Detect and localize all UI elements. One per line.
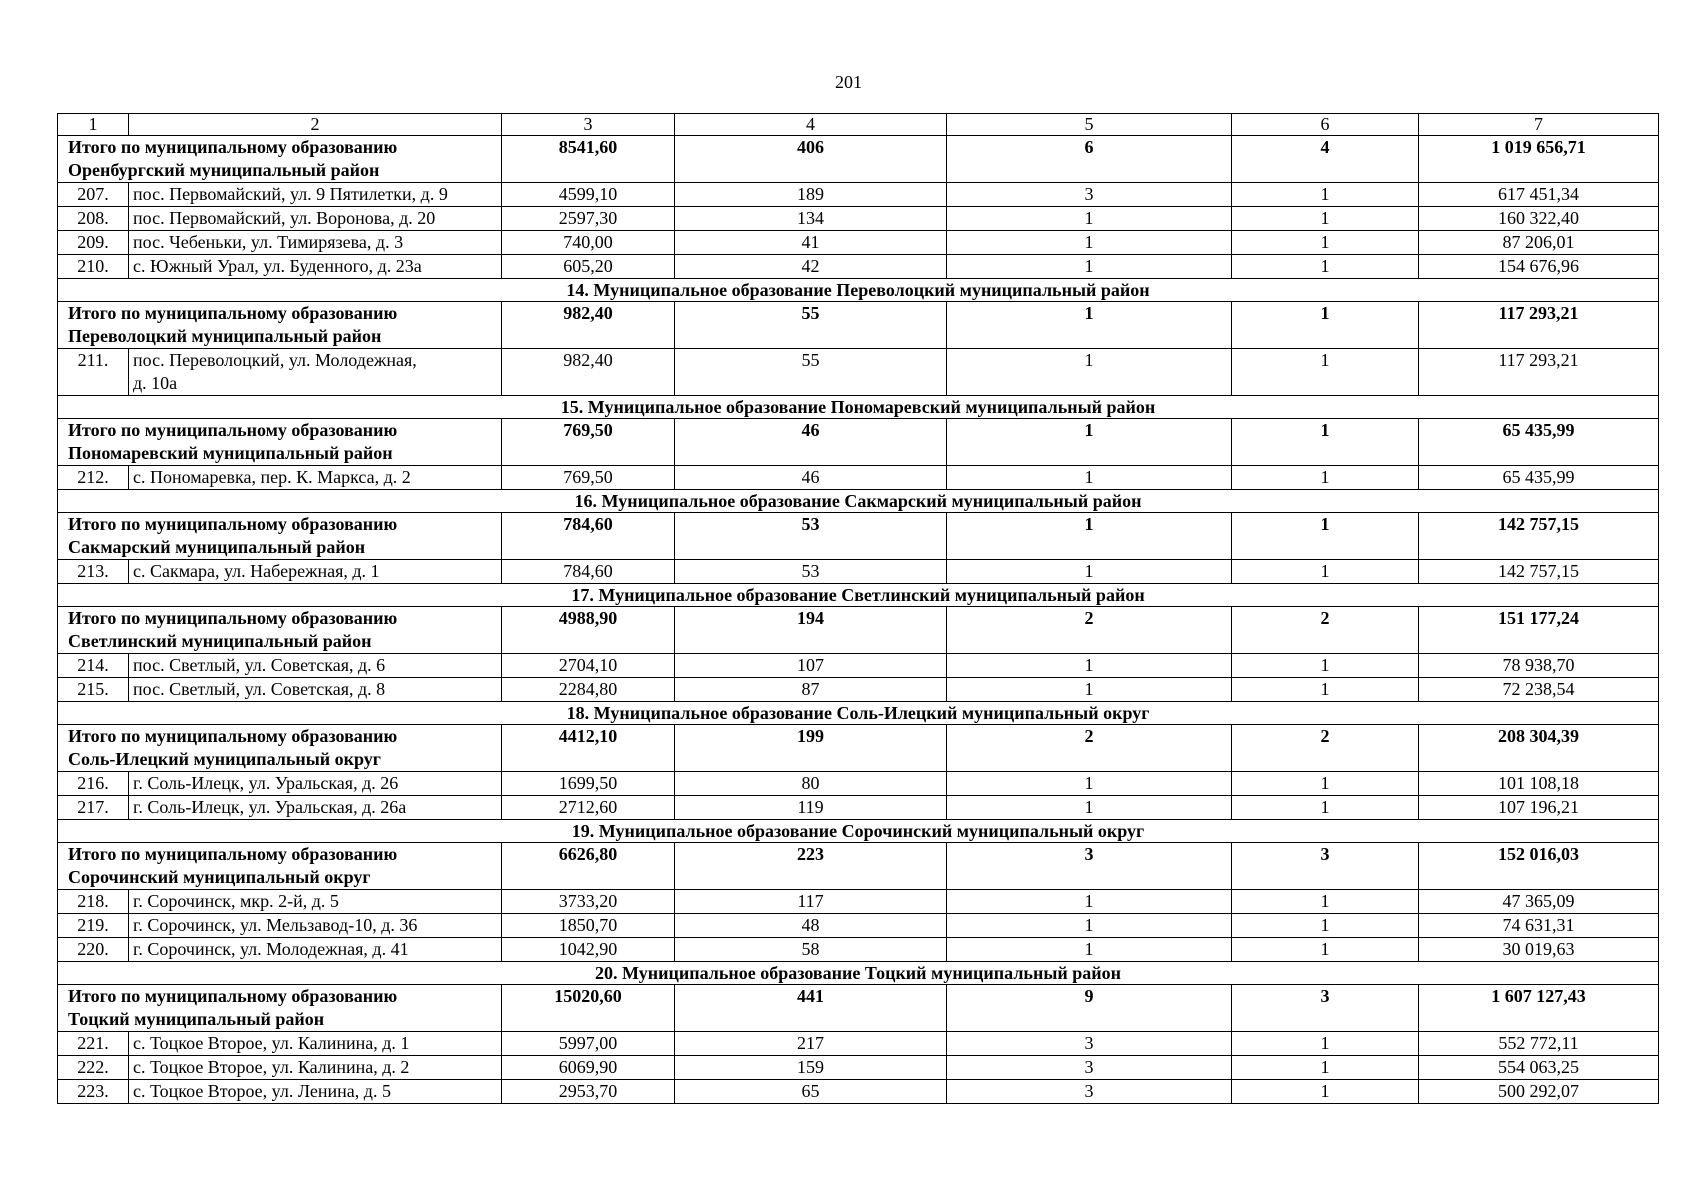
total-value: 65 435,99 [1419,419,1659,466]
row-value: 1 [1232,796,1419,820]
section-title: 15. Муниципальное образование Пономаревский муниципальный район [58,396,1659,419]
column-number: 2 [129,114,502,136]
total-value: 152 016,03 [1419,843,1659,890]
total-value: 1 019 656,71 [1419,136,1659,183]
row-number: 219. [58,914,129,938]
row-number: 212. [58,466,129,490]
row-value: 65 435,99 [1419,466,1659,490]
total-label-line: Сорочинский муниципальный округ [68,867,371,887]
row-value: 1 [947,772,1232,796]
row-value: 1 [1232,183,1419,207]
total-label [58,302,502,349]
total-value: 199 [675,725,947,772]
total-value: 142 757,15 [1419,513,1659,560]
column-number: 6 [1232,114,1419,136]
total-label-line: Пономаревский муниципальный район [68,443,393,463]
row-address [129,1032,502,1056]
row-value: 80 [675,772,947,796]
table-row [58,207,1659,231]
section-title: 14. Муниципальное образование Переволоцкий муниципальный район [58,279,1659,302]
row-value: 217 [675,1032,947,1056]
total-value: 982,40 [502,302,675,349]
total-row [58,136,1659,183]
row-address [129,654,502,678]
row-number: 222. [58,1056,129,1080]
total-label [58,136,502,183]
row-number: 213. [58,560,129,584]
total-row [58,985,1659,1032]
row-value: 1 [947,938,1232,962]
row-value: 87 [675,678,947,702]
row-number: 217. [58,796,129,820]
section-header-row [58,702,1659,725]
row-number: 220. [58,938,129,962]
table-row [58,231,1659,255]
table-row [58,938,1659,962]
total-value: 4412,10 [502,725,675,772]
row-value: 982,40 [502,349,675,396]
total-value: 4 [1232,136,1419,183]
row-value: 1 [1232,560,1419,584]
row-value: 65 [675,1080,947,1104]
address-line: с. Южный Урал, ул. Буденного, д. 23а [133,256,422,276]
row-value: 1042,90 [502,938,675,962]
row-value: 1 [1232,890,1419,914]
total-value: 2 [1232,725,1419,772]
total-label-line: Сакмарский муниципальный район [68,537,366,557]
row-value: 605,20 [502,255,675,279]
row-value: 4599,10 [502,183,675,207]
row-address [129,183,502,207]
row-value: 1 [947,466,1232,490]
table-row [58,890,1659,914]
row-value: 41 [675,231,947,255]
total-row [58,513,1659,560]
housing-table [57,113,1659,1104]
section-header-row [58,490,1659,513]
total-label [58,843,502,890]
row-value: 3 [947,1080,1232,1104]
address-line: пос. Первомайский, ул. Воронова, д. 20 [133,208,436,228]
total-value: 1 [947,419,1232,466]
row-value: 5997,00 [502,1032,675,1056]
row-value: 3 [947,183,1232,207]
page-number: 201 [835,72,862,92]
row-address [129,466,502,490]
row-value: 58 [675,938,947,962]
row-number: 215. [58,678,129,702]
section-header-row [58,279,1659,302]
row-number: 214. [58,654,129,678]
row-value: 154 676,96 [1419,255,1659,279]
address-line: пос. Чебеньки, ул. Тимирязева, д. 3 [133,232,404,252]
row-value: 46 [675,466,947,490]
section-header-row [58,820,1659,843]
row-value: 134 [675,207,947,231]
row-value: 107 196,21 [1419,796,1659,820]
total-label [58,985,502,1032]
total-label-line: Тоцкий муниципальный район [68,1009,325,1029]
row-address [129,772,502,796]
column-number: 1 [58,114,129,136]
row-value: 784,60 [502,560,675,584]
address-line: г. Соль-Илецк, ул. Уральская, д. 26а [133,797,407,817]
row-value: 48 [675,914,947,938]
row-number: 216. [58,772,129,796]
total-value: 441 [675,985,947,1032]
total-label-line: Итого по муниципальному образованию [68,137,398,157]
row-value: 1 [947,654,1232,678]
row-value: 1 [1232,772,1419,796]
total-value: 6 [947,136,1232,183]
total-value: 1 [947,513,1232,560]
row-value: 189 [675,183,947,207]
row-value: 1 [947,678,1232,702]
row-value: 1 [1232,914,1419,938]
row-value: 142 757,15 [1419,560,1659,584]
row-value: 1 [1232,1056,1419,1080]
total-label-line: Итого по муниципальному образованию [68,608,398,628]
row-value: 1 [1232,255,1419,279]
row-value: 1 [947,255,1232,279]
row-number: 221. [58,1032,129,1056]
total-value: 769,50 [502,419,675,466]
column-number: 7 [1419,114,1659,136]
total-value: 208 304,39 [1419,725,1659,772]
row-value: 1 [947,231,1232,255]
total-row [58,843,1659,890]
table-row [58,349,1659,396]
row-address [129,678,502,702]
total-value: 9 [947,985,1232,1032]
total-label-line: Итого по муниципальному образованию [68,726,398,746]
row-value: 1 [947,914,1232,938]
total-value: 223 [675,843,947,890]
row-value: 1 [1232,654,1419,678]
row-value: 6069,90 [502,1056,675,1080]
row-value: 2712,60 [502,796,675,820]
row-value: 2597,30 [502,207,675,231]
row-number: 210. [58,255,129,279]
row-address [129,231,502,255]
row-value: 47 365,09 [1419,890,1659,914]
row-value: 500 292,07 [1419,1080,1659,1104]
total-row [58,607,1659,654]
total-value: 1 [947,302,1232,349]
total-value: 53 [675,513,947,560]
row-value: 117 [675,890,947,914]
section-title: 17. Муниципальное образование Светлинский муниципальный район [58,584,1659,607]
total-label [58,607,502,654]
total-row [58,725,1659,772]
row-value: 1 [1232,678,1419,702]
row-value: 30 019,63 [1419,938,1659,962]
total-label-line: Итого по муниципальному образованию [68,986,398,1006]
row-number: 218. [58,890,129,914]
total-value: 4988,90 [502,607,675,654]
row-number: 223. [58,1080,129,1104]
row-address [129,914,502,938]
row-value: 1 [1232,231,1419,255]
total-value: 784,60 [502,513,675,560]
row-value: 740,00 [502,231,675,255]
row-address [129,1080,502,1104]
total-value: 6626,80 [502,843,675,890]
row-value: 1 [947,560,1232,584]
address-line: пос. Светлый, ул. Советская, д. 6 [133,655,386,675]
address-line: с. Пономаревка, пер. К. Маркса, д. 2 [133,467,411,487]
total-value: 1 [1232,302,1419,349]
row-number: 209. [58,231,129,255]
total-value: 2 [947,607,1232,654]
total-value: 3 [947,843,1232,890]
section-title: 19. Муниципальное образование Сорочинский муниципальный округ [58,820,1659,843]
address-line: д. 10а [133,373,178,393]
total-value: 151 177,24 [1419,607,1659,654]
total-row [58,302,1659,349]
total-label-line: Итого по муниципальному образованию [68,303,398,323]
row-value: 1 [947,890,1232,914]
row-value: 3 [947,1056,1232,1080]
total-value: 55 [675,302,947,349]
row-value: 55 [675,349,947,396]
total-label-line: Соль-Илецкий муниципальный округ [68,749,381,769]
total-label-line: Итого по муниципальному образованию [68,514,398,534]
address-line: пос. Переволоцкий, ул. Молодежная, [133,350,417,370]
table-body [58,114,1659,1104]
row-value: 2284,80 [502,678,675,702]
total-value: 8541,60 [502,136,675,183]
section-header-row [58,396,1659,419]
column-number-header-row [58,114,1659,136]
row-value: 160 322,40 [1419,207,1659,231]
column-number: 3 [502,114,675,136]
row-value: 101 108,18 [1419,772,1659,796]
row-value: 2704,10 [502,654,675,678]
row-value: 87 206,01 [1419,231,1659,255]
address-line: г. Соль-Илецк, ул. Уральская, д. 26 [133,773,399,793]
total-label-line: Итого по муниципальному образованию [68,420,398,440]
row-address [129,560,502,584]
total-label [58,513,502,560]
address-line: г. Сорочинск, ул. Мельзавод-10, д. 36 [133,915,418,935]
row-address [129,1056,502,1080]
address-line: с. Тоцкое Второе, ул. Калинина, д. 2 [133,1057,410,1077]
table-row [58,1080,1659,1104]
row-value: 1 [947,796,1232,820]
total-value: 406 [675,136,947,183]
total-label-line: Итого по муниципальному образованию [68,844,398,864]
table-row [58,1032,1659,1056]
table-row [58,772,1659,796]
table-row [58,560,1659,584]
total-value: 1 607 127,43 [1419,985,1659,1032]
total-label-line: Светлинский муниципальный район [68,631,372,651]
total-row [58,419,1659,466]
row-address [129,255,502,279]
row-value: 617 451,34 [1419,183,1659,207]
address-line: с. Сакмара, ул. Набережная, д. 1 [133,561,380,581]
row-value: 769,50 [502,466,675,490]
table-row [58,1056,1659,1080]
row-value: 1850,70 [502,914,675,938]
row-value: 117 293,21 [1419,349,1659,396]
row-address [129,207,502,231]
row-value: 53 [675,560,947,584]
table-row [58,654,1659,678]
table-row [58,255,1659,279]
table-row [58,678,1659,702]
row-value: 72 238,54 [1419,678,1659,702]
address-line: г. Сорочинск, ул. Молодежная, д. 41 [133,939,409,959]
row-value: 74 631,31 [1419,914,1659,938]
section-header-row [58,962,1659,985]
section-header-row [58,584,1659,607]
total-value: 2 [947,725,1232,772]
row-value: 1 [947,349,1232,396]
total-value: 1 [1232,419,1419,466]
row-value: 1 [947,207,1232,231]
section-title: 18. Муниципальное образование Соль-Илецкий муниципальный округ [58,702,1659,725]
row-value: 1 [1232,1080,1419,1104]
table-row [58,914,1659,938]
total-value: 3 [1232,985,1419,1032]
total-value: 3 [1232,843,1419,890]
address-line: г. Сорочинск, мкр. 2-й, д. 5 [133,891,339,911]
row-number: 211. [58,349,129,396]
row-value: 1 [1232,938,1419,962]
row-value: 1 [1232,207,1419,231]
total-label-line: Оренбургский муниципальный район [68,160,380,180]
table-row [58,466,1659,490]
row-value: 78 938,70 [1419,654,1659,678]
row-value: 1699,50 [502,772,675,796]
row-value: 554 063,25 [1419,1056,1659,1080]
total-label [58,725,502,772]
row-address [129,796,502,820]
address-line: с. Тоцкое Второе, ул. Калинина, д. 1 [133,1033,410,1053]
address-line: с. Тоцкое Второе, ул. Ленина, д. 5 [133,1081,391,1101]
total-value: 194 [675,607,947,654]
table-row [58,796,1659,820]
row-address [129,938,502,962]
address-line: пос. Светлый, ул. Советская, д. 8 [133,679,386,699]
total-value: 15020,60 [502,985,675,1032]
table-row [58,183,1659,207]
total-value: 117 293,21 [1419,302,1659,349]
row-address [129,890,502,914]
row-value: 552 772,11 [1419,1032,1659,1056]
address-line: пос. Первомайский, ул. 9 Пятилетки, д. 9 [133,184,448,204]
column-number: 5 [947,114,1232,136]
total-label-line: Переволоцкий муниципальный район [68,326,382,346]
row-value: 1 [1232,466,1419,490]
row-value: 3733,20 [502,890,675,914]
column-number: 4 [675,114,947,136]
total-value: 1 [1232,513,1419,560]
row-value: 1 [1232,349,1419,396]
row-value: 2953,70 [502,1080,675,1104]
row-value: 3 [947,1032,1232,1056]
row-number: 208. [58,207,129,231]
row-value: 159 [675,1056,947,1080]
row-value: 107 [675,654,947,678]
total-label [58,419,502,466]
section-title: 16. Муниципальное образование Сакмарский муниципальный район [58,490,1659,513]
row-value: 42 [675,255,947,279]
total-value: 2 [1232,607,1419,654]
total-value: 46 [675,419,947,466]
row-address [129,349,502,396]
section-title: 20. Муниципальное образование Тоцкий муниципальный район [58,962,1659,985]
row-value: 119 [675,796,947,820]
row-number: 207. [58,183,129,207]
row-value: 1 [1232,1032,1419,1056]
